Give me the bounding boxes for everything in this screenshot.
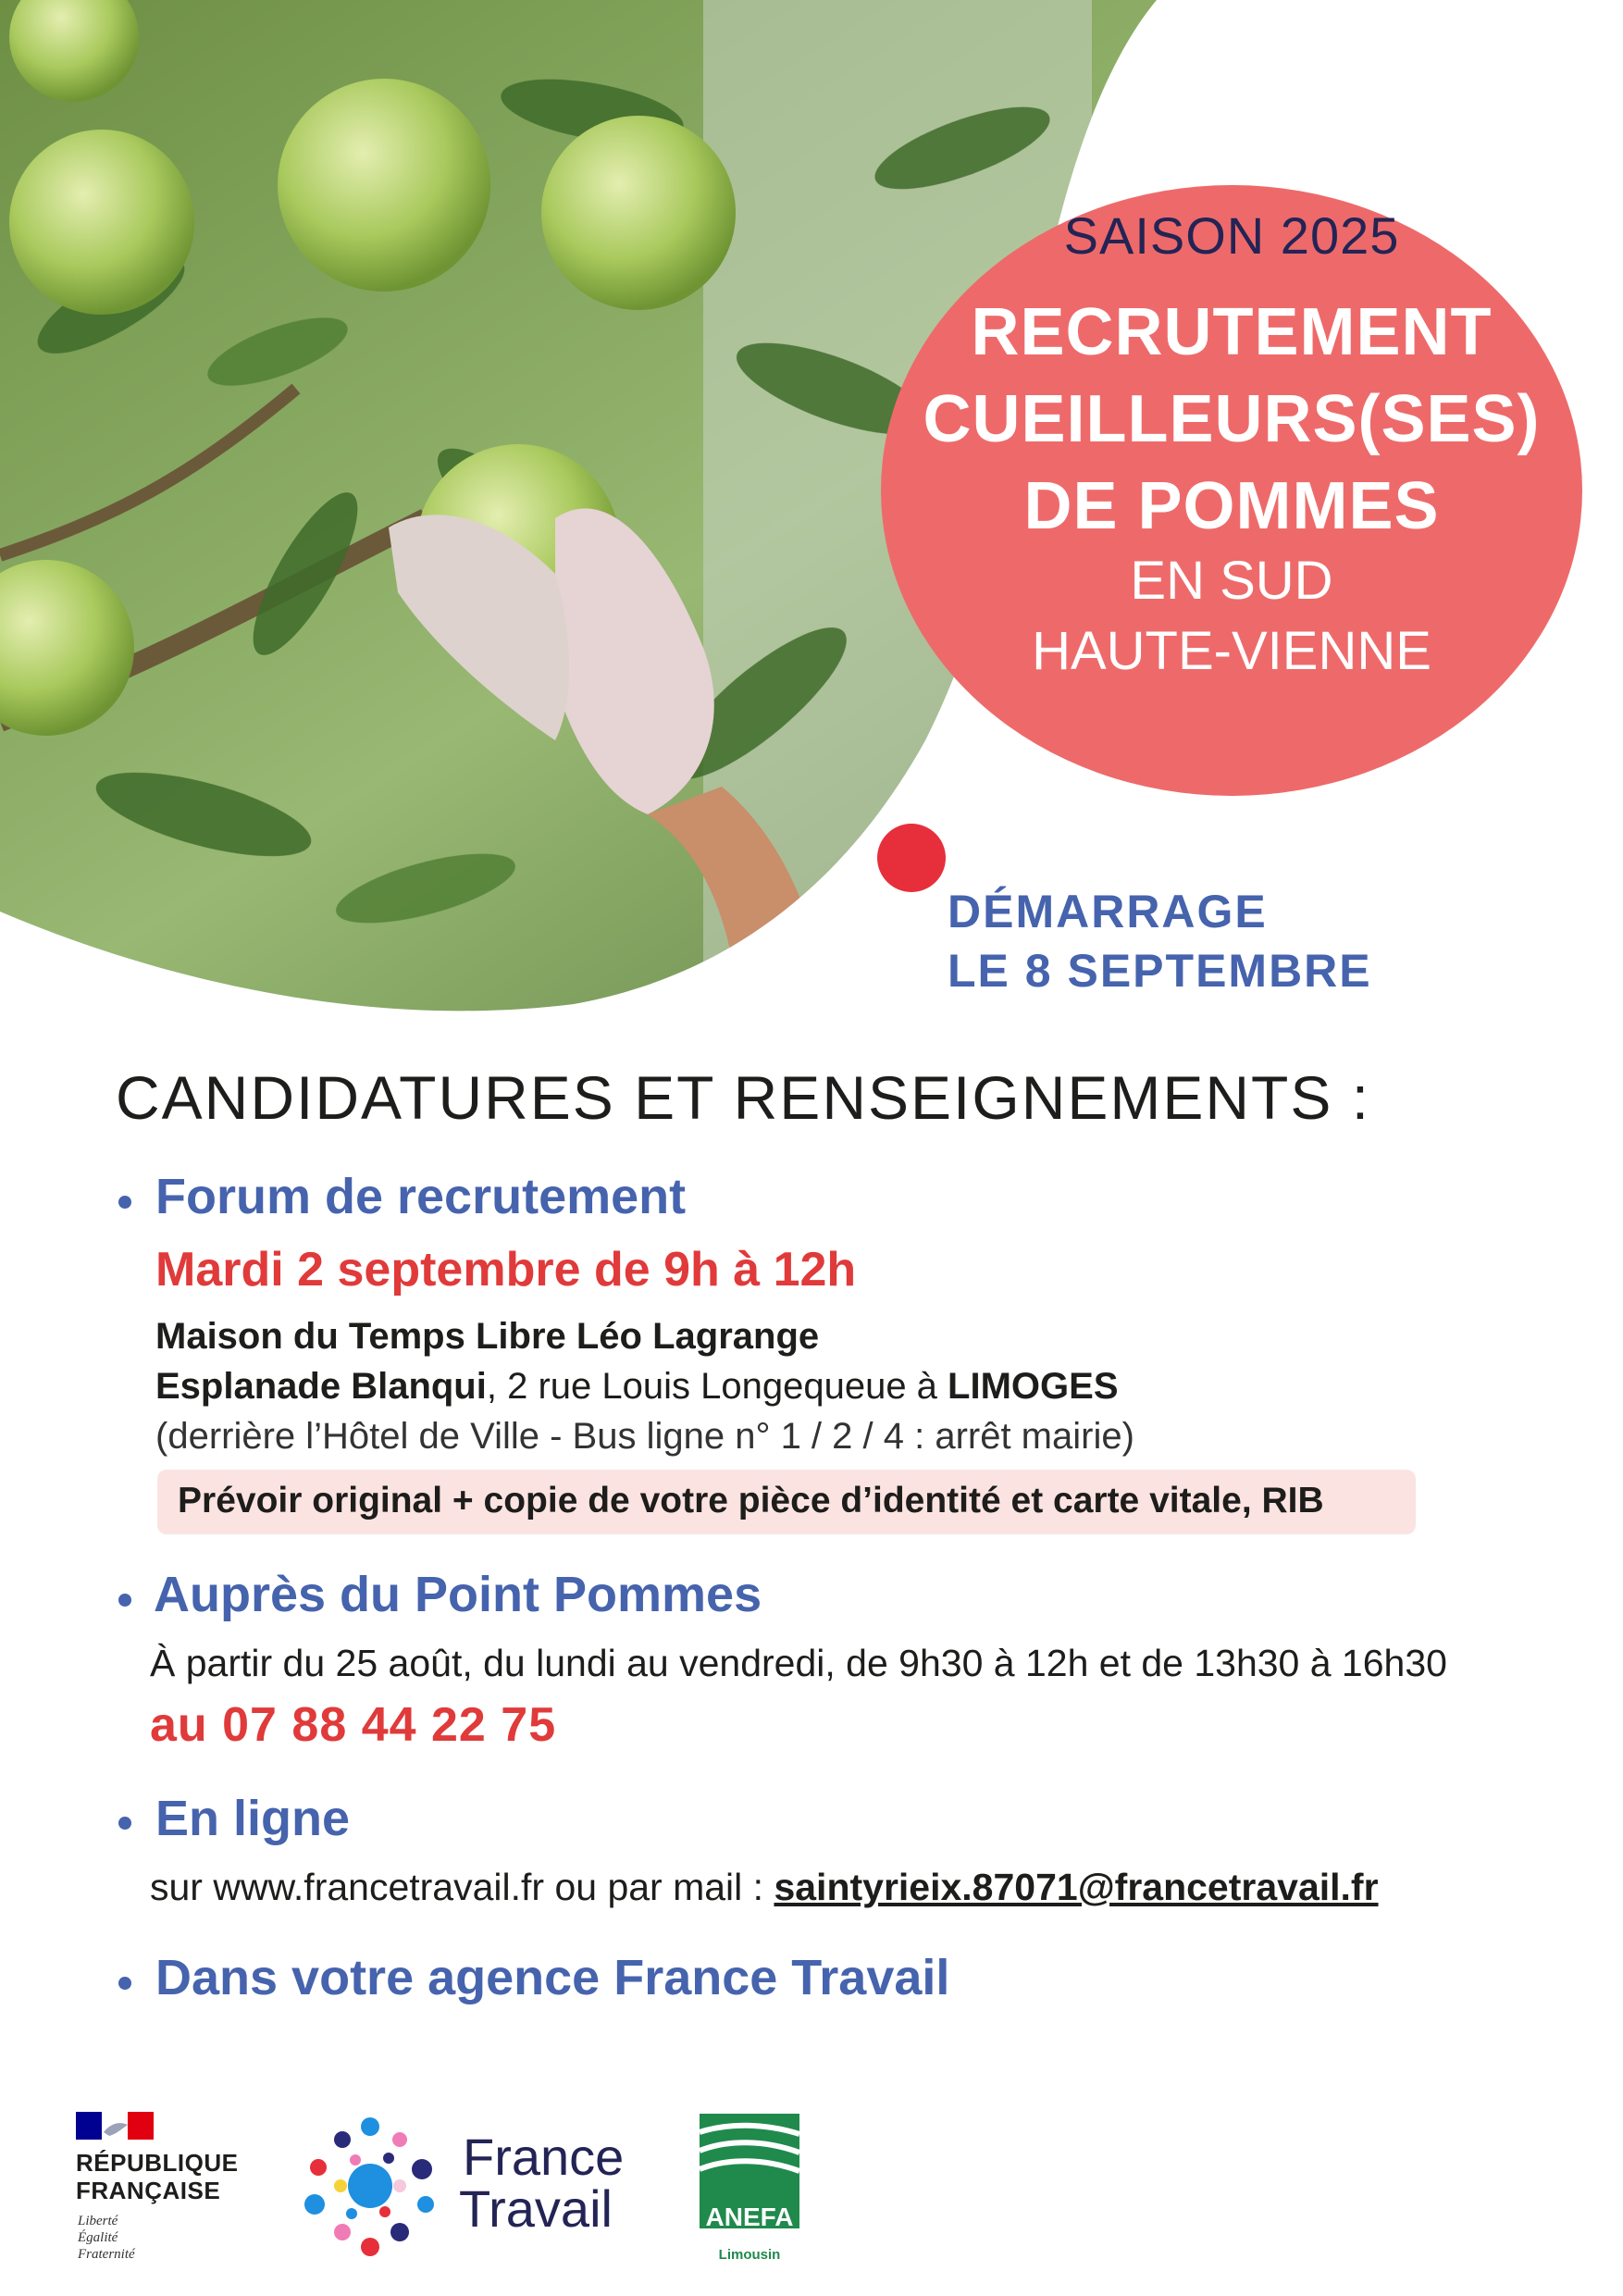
france-label: France: [463, 2128, 625, 2186]
address-street: Esplanade Blanqui: [155, 1366, 487, 1407]
point-pommes-hours: À partir du 25 août, du lundi au vendredi, de 9h30 à 12h et de 13h30 à 16h30: [150, 1642, 1447, 1684]
france-travail-logo-icon: [296, 2112, 444, 2260]
title-line-2: CUEILLEURS(SES): [923, 382, 1541, 456]
anefa-region-label: Limousin: [718, 2247, 781, 2263]
section-heading: CANDIDATURES ET RENSEIGNEMENTS :: [116, 1063, 1371, 1132]
motto-egalite: Égalité: [78, 2230, 118, 2245]
documents-note: Prévoir original + copie de votre pièce d’identité et carte vitale, RIB: [178, 1481, 1324, 1520]
season-label: SAISON 2025: [1063, 206, 1400, 265]
location-line-2: HAUTE-VIENNE: [1032, 621, 1431, 681]
forum-title: Forum de recrutement: [155, 1169, 687, 1224]
start-label-line-2: LE 8 SEPTEMBRE: [948, 945, 1372, 997]
forum-place: Maison du Temps Libre Léo Lagrange: [155, 1316, 820, 1357]
online-title: En ligne: [155, 1791, 351, 1846]
red-dot-icon: [877, 824, 946, 892]
motto-liberte: Liberté: [78, 2214, 118, 2228]
anefa-label: ANEFA: [705, 2203, 794, 2231]
travail-label: Travail: [459, 2179, 613, 2238]
bullet-icon: [118, 1817, 131, 1830]
start-label-line-1: DÉMARRAGE: [948, 886, 1268, 937]
online-text: [150, 1866, 1379, 1909]
marianne-flag-icon: [76, 2112, 154, 2140]
bullet-icon: [118, 1977, 131, 1990]
location-line-1: EN SUD: [1130, 551, 1333, 611]
republique-label: RÉPUBLIQUE: [76, 2149, 239, 2177]
forum-directions: (derrière l’Hôtel de Ville - Bus ligne n° 1 / 2 / 4 : arrêt mairie): [155, 1416, 1134, 1457]
forum-address: [155, 1366, 1119, 1408]
point-pommes-title: Auprès du Point Pommes: [154, 1567, 762, 1622]
address-rest: , 2 rue Louis Longequeue à: [486, 1366, 948, 1407]
address-city: LIMOGES: [948, 1366, 1119, 1407]
agency-title: Dans votre agence France Travail: [155, 1950, 950, 2005]
francaise-label: FRANÇAISE: [76, 2177, 221, 2204]
email-link[interactable]: saintyrieix.87071@francetravail.fr: [774, 1866, 1379, 1908]
bullet-icon: [118, 1594, 131, 1607]
online-text-prefix: sur www.francetravail.fr ou par mail :: [150, 1866, 774, 1908]
phone-number[interactable]: au 07 88 44 22 75: [150, 1698, 557, 1752]
title-line-3: DE POMMES: [1023, 469, 1440, 543]
motto-fraternite: Fraternité: [78, 2247, 135, 2262]
bullet-icon: [118, 1196, 131, 1209]
forum-date: Mardi 2 septembre de 9h à 12h: [155, 1243, 857, 1297]
title-line-1: RECRUTEMENT: [971, 295, 1493, 369]
